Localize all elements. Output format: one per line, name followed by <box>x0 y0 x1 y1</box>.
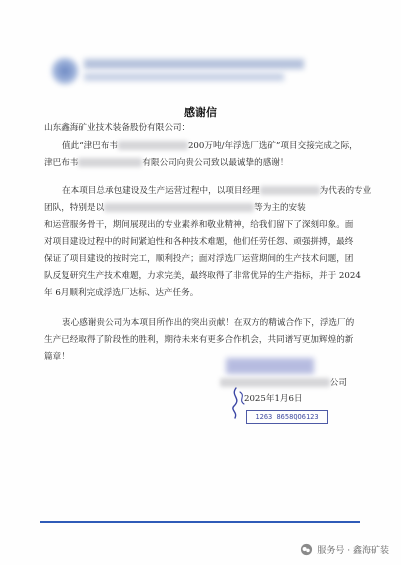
paragraph-2-line-5: 保证了项目建设的按时完工，顺利投产；面对浮选厂运营期间的生产技术问题，团 <box>44 254 354 264</box>
watermark-text: 服务号 · 鑫海矿装 <box>317 545 389 556</box>
text-fragment: 团队，特别是以 <box>44 203 105 213</box>
paragraph-3-line-3: 篇章！ <box>44 352 70 362</box>
paragraph-2-line-6: 队反复研究生产技术难题，力求完美，最终取得了非常优异的生产指标，并于 2024 <box>44 271 361 281</box>
text-fragment: 有限公司向贵公司致以最诚挚的感谢！ <box>142 158 289 168</box>
company-logo <box>50 56 80 86</box>
phone-stamp: 1263 8658QO6123 <box>246 410 328 424</box>
text-fragment: 公司 <box>329 378 347 388</box>
redacted-text <box>104 203 254 212</box>
text-fragment: 等为主的安装 <box>254 203 306 213</box>
redacted-text <box>118 141 188 150</box>
wechat-service-icon <box>300 543 313 556</box>
paragraph-2-line-3: 和运营服务骨干，期间展现出的专业素养和敬业精神，给我们留下了深刻印象。面 <box>44 220 354 230</box>
source-watermark <box>300 542 389 556</box>
paragraph-2-line-7: 年 6月顺利完成浮选厂达标、达产任务。 <box>44 288 199 298</box>
company-stamp-blurred <box>226 358 314 374</box>
paragraph-2-line-2 <box>44 199 306 217</box>
paragraph-3-line-1: 衷心感谢贵公司为本项目所作出的突出贡献！在双方的精诚合作下，浮选厂的 <box>62 318 355 328</box>
letter-date: 2025年1月6日 <box>244 394 303 404</box>
paragraph-2-line-4: 对项目建设过程中的时间紧迫性和各种技术难题，他们任劳任怨、顽强拼搏，最终 <box>44 237 354 247</box>
text-fragment: 值此“津巴布韦 <box>62 141 118 151</box>
letterhead-blurred <box>50 56 312 88</box>
letter-title: 感谢信 <box>184 106 217 119</box>
text-fragment: 在本项目总承包建设及生产运营过程中，以项目经理 <box>62 186 260 196</box>
paragraph-3-line-2: 生产已经取得了阶段性的胜利，期待未来有更多合作机会，共同谱写更加辉煌的新 <box>44 335 354 345</box>
text-fragment: 为代表的专业 <box>319 186 372 196</box>
footer-divider <box>40 521 360 523</box>
redacted-text <box>78 158 142 167</box>
redacted-text <box>260 186 320 195</box>
paragraph-1-line-2 <box>44 154 289 172</box>
text-fragment: 津巴布韦 <box>44 158 79 168</box>
redacted-letterhead-line <box>84 59 304 69</box>
redacted-letterhead-line <box>84 73 284 81</box>
paragraph-1-line-1 <box>62 137 358 155</box>
paragraph-2-line-1 <box>62 182 371 200</box>
salutation: 山东鑫海矿业技术装备股份有限公司： <box>44 123 191 133</box>
text-fragment: 200万吨/年浮选厂选矿”项目交接完成之际， <box>187 141 358 151</box>
